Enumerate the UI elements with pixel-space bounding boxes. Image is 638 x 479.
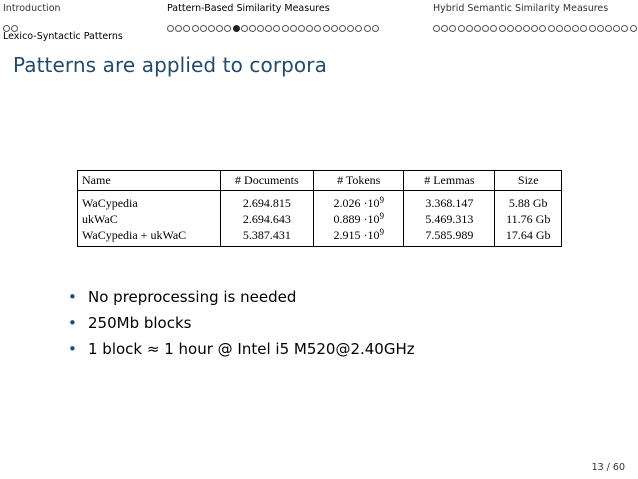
nav-frame-dot-icon[interactable] — [372, 25, 379, 32]
page-number: 13 / 60 — [591, 462, 625, 473]
nav-frame-dot-icon[interactable] — [433, 25, 440, 32]
tokens-mantissa: 2.026 ·10 — [333, 196, 380, 210]
cell-lemmas: 5.469.313 — [404, 211, 495, 227]
nav-frame-dot-icon[interactable] — [224, 25, 231, 32]
nav-frame-dot-icon[interactable] — [192, 25, 199, 32]
nav-frame-dot-icon[interactable] — [605, 25, 612, 32]
nav-section-introduction[interactable]: Introduction — [3, 3, 61, 14]
cell-tokens — [314, 211, 404, 227]
cell-name: ukWaC — [78, 211, 221, 227]
cell-size: 11.76 Gb — [495, 211, 562, 227]
tokens-exponent: 9 — [379, 195, 384, 205]
tokens-exponent: 9 — [379, 211, 384, 221]
nav-frame-dot-icon[interactable] — [490, 25, 497, 32]
nav-frame-dot-icon[interactable] — [323, 25, 330, 32]
nav-frame-dot-icon[interactable] — [531, 25, 538, 32]
navigation-bar — [0, 0, 638, 48]
table-header-row — [78, 171, 562, 191]
nav-frame-dot-icon[interactable] — [233, 25, 240, 32]
cell-name: WaCypedia — [78, 191, 221, 212]
bullet-list — [66, 284, 415, 362]
nav-frame-dot-icon[interactable] — [482, 25, 489, 32]
list-item — [66, 310, 415, 336]
list-item — [66, 336, 415, 362]
corpora-table — [77, 170, 562, 247]
header-size: Size — [495, 171, 562, 191]
nav-frame-dot-icon[interactable] — [564, 25, 571, 32]
nav-frame-dot-icon[interactable] — [556, 25, 563, 32]
nav-frame-dot-icon[interactable] — [339, 25, 346, 32]
tokens-mantissa: 0.889 ·10 — [333, 212, 380, 226]
nav-frame-dot-icon[interactable] — [167, 25, 174, 32]
cell-size: 17.64 Gb — [495, 227, 562, 247]
nav-frame-dot-icon[interactable] — [355, 25, 362, 32]
bullet-icon: • — [68, 288, 77, 306]
table-row — [78, 227, 562, 247]
header-documents: # Documents — [220, 171, 314, 191]
nav-frame-dot-icon[interactable] — [257, 25, 264, 32]
nav-frame-dot-icon[interactable] — [298, 25, 305, 32]
nav-frame-dot-icon[interactable] — [200, 25, 207, 32]
list-item — [66, 284, 415, 310]
nav-frame-dot-icon[interactable] — [241, 25, 248, 32]
bullet-text: No preprocessing is needed — [88, 288, 297, 306]
corpora-table-wrapper — [77, 170, 562, 247]
nav-frame-dot-icon[interactable] — [621, 25, 628, 32]
cell-size: 5.88 Gb — [495, 191, 562, 212]
nav-frame-dot-icon[interactable] — [347, 25, 354, 32]
nav-frame-dot-icon[interactable] — [589, 25, 596, 32]
nav-frame-dot-icon[interactable] — [216, 25, 223, 32]
nav-section-hybrid[interactable]: Hybrid Semantic Similarity Measures — [433, 3, 609, 14]
nav-frame-dot-icon[interactable] — [474, 25, 481, 32]
nav-frame-dot-icon[interactable] — [499, 25, 506, 32]
nav-frame-dot-icon[interactable] — [314, 25, 321, 32]
cell-documents: 5.387.431 — [220, 227, 314, 247]
tokens-exponent: 9 — [379, 227, 384, 237]
nav-frame-dot-icon[interactable] — [208, 25, 215, 32]
nav-frame-dot-icon[interactable] — [548, 25, 555, 32]
nav-frame-dot-icon[interactable] — [449, 25, 456, 32]
nav-frame-dot-icon[interactable] — [458, 25, 465, 32]
nav-frame-dot-icon[interactable] — [630, 25, 637, 32]
table-row — [78, 191, 562, 212]
subsection-label[interactable]: Lexico-Syntactic Patterns — [3, 31, 123, 42]
bullet-icon: • — [68, 314, 77, 332]
nav-frame-dot-icon[interactable] — [597, 25, 604, 32]
nav-frame-dot-icon[interactable] — [282, 25, 289, 32]
nav-frame-dot-icon[interactable] — [306, 25, 313, 32]
nav-section-pattern-based[interactable]: Pattern-Based Similarity Measures — [167, 3, 330, 14]
nav-frame-dot-icon[interactable] — [515, 25, 522, 32]
header-tokens: # Tokens — [314, 171, 404, 191]
nav-frame-dot-icon[interactable] — [249, 25, 256, 32]
nav-frame-dot-icon[interactable] — [364, 25, 371, 32]
nav-frame-dot-icon[interactable] — [183, 25, 190, 32]
bullet-icon: • — [68, 340, 77, 358]
nav-dots-introduction — [3, 17, 19, 25]
cell-tokens — [314, 191, 404, 212]
nav-frame-dot-icon[interactable] — [523, 25, 530, 32]
nav-frame-dot-icon[interactable] — [175, 25, 182, 32]
cell-tokens — [314, 227, 404, 247]
table-row — [78, 211, 562, 227]
nav-frame-dot-icon[interactable] — [507, 25, 514, 32]
cell-name: WaCypedia + ukWaC — [78, 227, 221, 247]
bullet-text: 250Mb blocks — [88, 314, 192, 332]
nav-dots-hybrid — [433, 17, 638, 25]
cell-documents: 2.694.815 — [220, 191, 314, 212]
cell-documents: 2.694.643 — [220, 211, 314, 227]
nav-dots-pattern-based — [167, 17, 380, 25]
nav-frame-dot-icon[interactable] — [331, 25, 338, 32]
nav-frame-dot-icon[interactable] — [539, 25, 546, 32]
nav-frame-dot-icon[interactable] — [290, 25, 297, 32]
nav-frame-dot-icon[interactable] — [441, 25, 448, 32]
header-name: Name — [78, 171, 221, 191]
nav-frame-dot-icon[interactable] — [265, 25, 272, 32]
nav-frame-dot-icon[interactable] — [466, 25, 473, 32]
cell-lemmas: 7.585.989 — [404, 227, 495, 247]
nav-frame-dot-icon[interactable] — [580, 25, 587, 32]
bullet-text: 1 block ≈ 1 hour @ Intel i5 M520@2.40GHz — [88, 340, 415, 358]
tokens-mantissa: 2.915 ·10 — [333, 228, 380, 242]
cell-lemmas: 3.368.147 — [404, 191, 495, 212]
frame-title: Patterns are applied to corpora — [13, 53, 327, 77]
nav-frame-dot-icon[interactable] — [613, 25, 620, 32]
header-lemmas: # Lemmas — [404, 171, 495, 191]
nav-frame-dot-icon[interactable] — [273, 25, 280, 32]
nav-frame-dot-icon[interactable] — [572, 25, 579, 32]
